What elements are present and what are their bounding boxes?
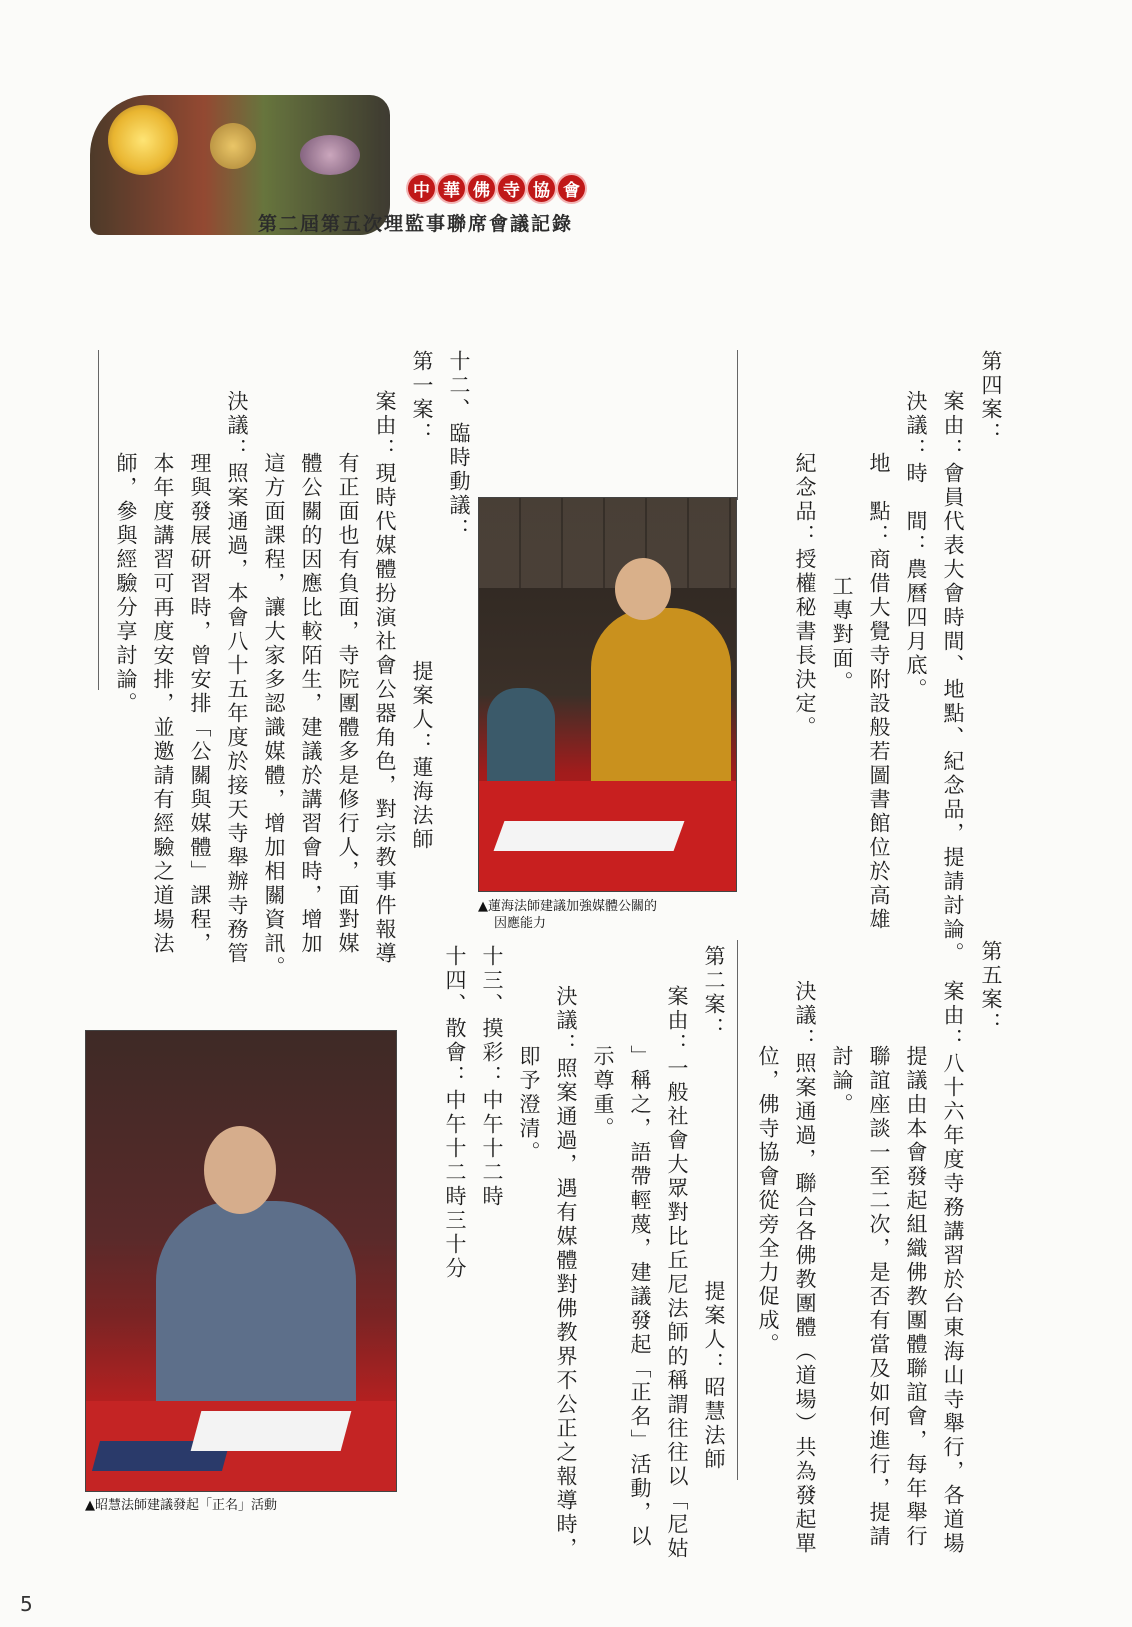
association-char: 華 [438,175,465,202]
case1-reason-4: 這方面課程，讓大家多認識媒體，增加相關資訊。 [262,452,286,980]
column-divider [98,350,99,690]
section13: 十三、摸彩：中午十二時 [480,945,504,1209]
photo1-caption [478,898,657,932]
case5-decision-2: 位，佛寺協會從旁全力促成。 [756,1045,780,1357]
case2-decision-2: 即予澄清。 [517,1045,541,1165]
page-number: 5 [20,1592,33,1616]
case1-reason-1: 案由：現時代媒體扮演社會公器角色，對宗教事件報導 [373,390,397,966]
photo2-caption: ▲昭慧法師建議發起「正名」活動 [85,1498,277,1513]
case2-decision-1: 決議：照案通過，遇有媒體對佛教界不公正之報導時， [554,985,578,1561]
column-divider [737,350,738,500]
case2-reason-1: 案由：一般社會大眾對比丘尼法師的稱謂往往以「尼姑 [665,985,689,1561]
case5-reason-4: 討論。 [830,1045,854,1117]
association-title [408,175,585,202]
lotus-bloom-icon [108,105,178,175]
case5-heading: 第五案： [979,940,1003,1036]
association-char: 會 [558,175,585,202]
photo-lianhai [478,497,737,892]
case1-heading: 第一案： [410,350,434,446]
case2-proposer: 提案人：昭慧法師 [702,1280,726,1472]
case2-heading: 第二案： [702,945,726,1041]
section12-heading: 十二、臨時動議： [447,350,471,542]
case2-reason-2: 」稱之，語帶輕蔑，建議發起「正名」活動，以 [628,1045,652,1549]
case1-decision-1: 決議：照案通過，本會八十五年度於接天寺舉辦寺務管 [225,390,249,966]
meeting-title: 第二屆第五次理監事聯席會議記錄 [258,213,574,235]
case4-decision-time: 決議：時 間：農曆四月底。 [904,390,928,702]
case2-reason-3: 示尊重。 [591,1045,615,1141]
association-char: 寺 [498,175,525,202]
section14: 十四、散會：中午十二時三十分 [443,945,467,1281]
case1-proposer: 提案人：蓮海法師 [410,660,434,852]
case4-place: 地 點：商借大覺寺附設般若圖書館位於高雄 [867,452,891,932]
case5-decision-1: 決議：照案通過，聯合各佛教團體（道場）共為發起單 [793,980,817,1556]
photo-zhaohui [85,1030,397,1492]
association-char: 佛 [468,175,495,202]
case4-souvenir: 紀念品：授權秘書長決定。 [793,452,817,740]
flower-icon [300,135,360,175]
case4-heading: 第四案： [979,350,1003,446]
case4-place-cont: 工專對面。 [830,575,854,695]
case1-reason-3: 體公關的因應比較陌生，建議於講習會時，增加 [299,452,323,956]
case5-reason-3: 聯誼座談一至二次，是否有當及如何進行，提請 [867,1045,891,1549]
page-header [90,95,650,245]
lotus-bud-icon [210,123,256,169]
case5-reason-1: 案由：八十六年度寺務講習於台東海山寺舉行，各道場 [941,980,965,1556]
case5-reason-2: 提議由本會發起組織佛教團體聯誼會，每年舉行 [904,1045,928,1549]
case1-decision-4: 師，參與經驗分享討論。 [114,452,138,716]
case1-decision-3: 本年度講習可再度安排，並邀請有經驗之道場法 [151,452,175,956]
photo1-caption-line2: 因應能力 [494,916,547,931]
case1-decision-2: 理與發展研習時，曾安排「公關與媒體」課程， [188,452,212,956]
case4-reason: 案由：會員代表大會時間、地點、紀念品，提請討論。 [941,390,965,966]
association-char: 協 [528,175,555,202]
association-char: 中 [408,175,435,202]
photo1-caption-line1: ▲蓮海法師建議加強媒體公關的 [478,899,657,914]
column-divider [737,940,738,1480]
case1-reason-2: 有正面也有負面，寺院團體多是修行人，面對媒 [336,452,360,956]
